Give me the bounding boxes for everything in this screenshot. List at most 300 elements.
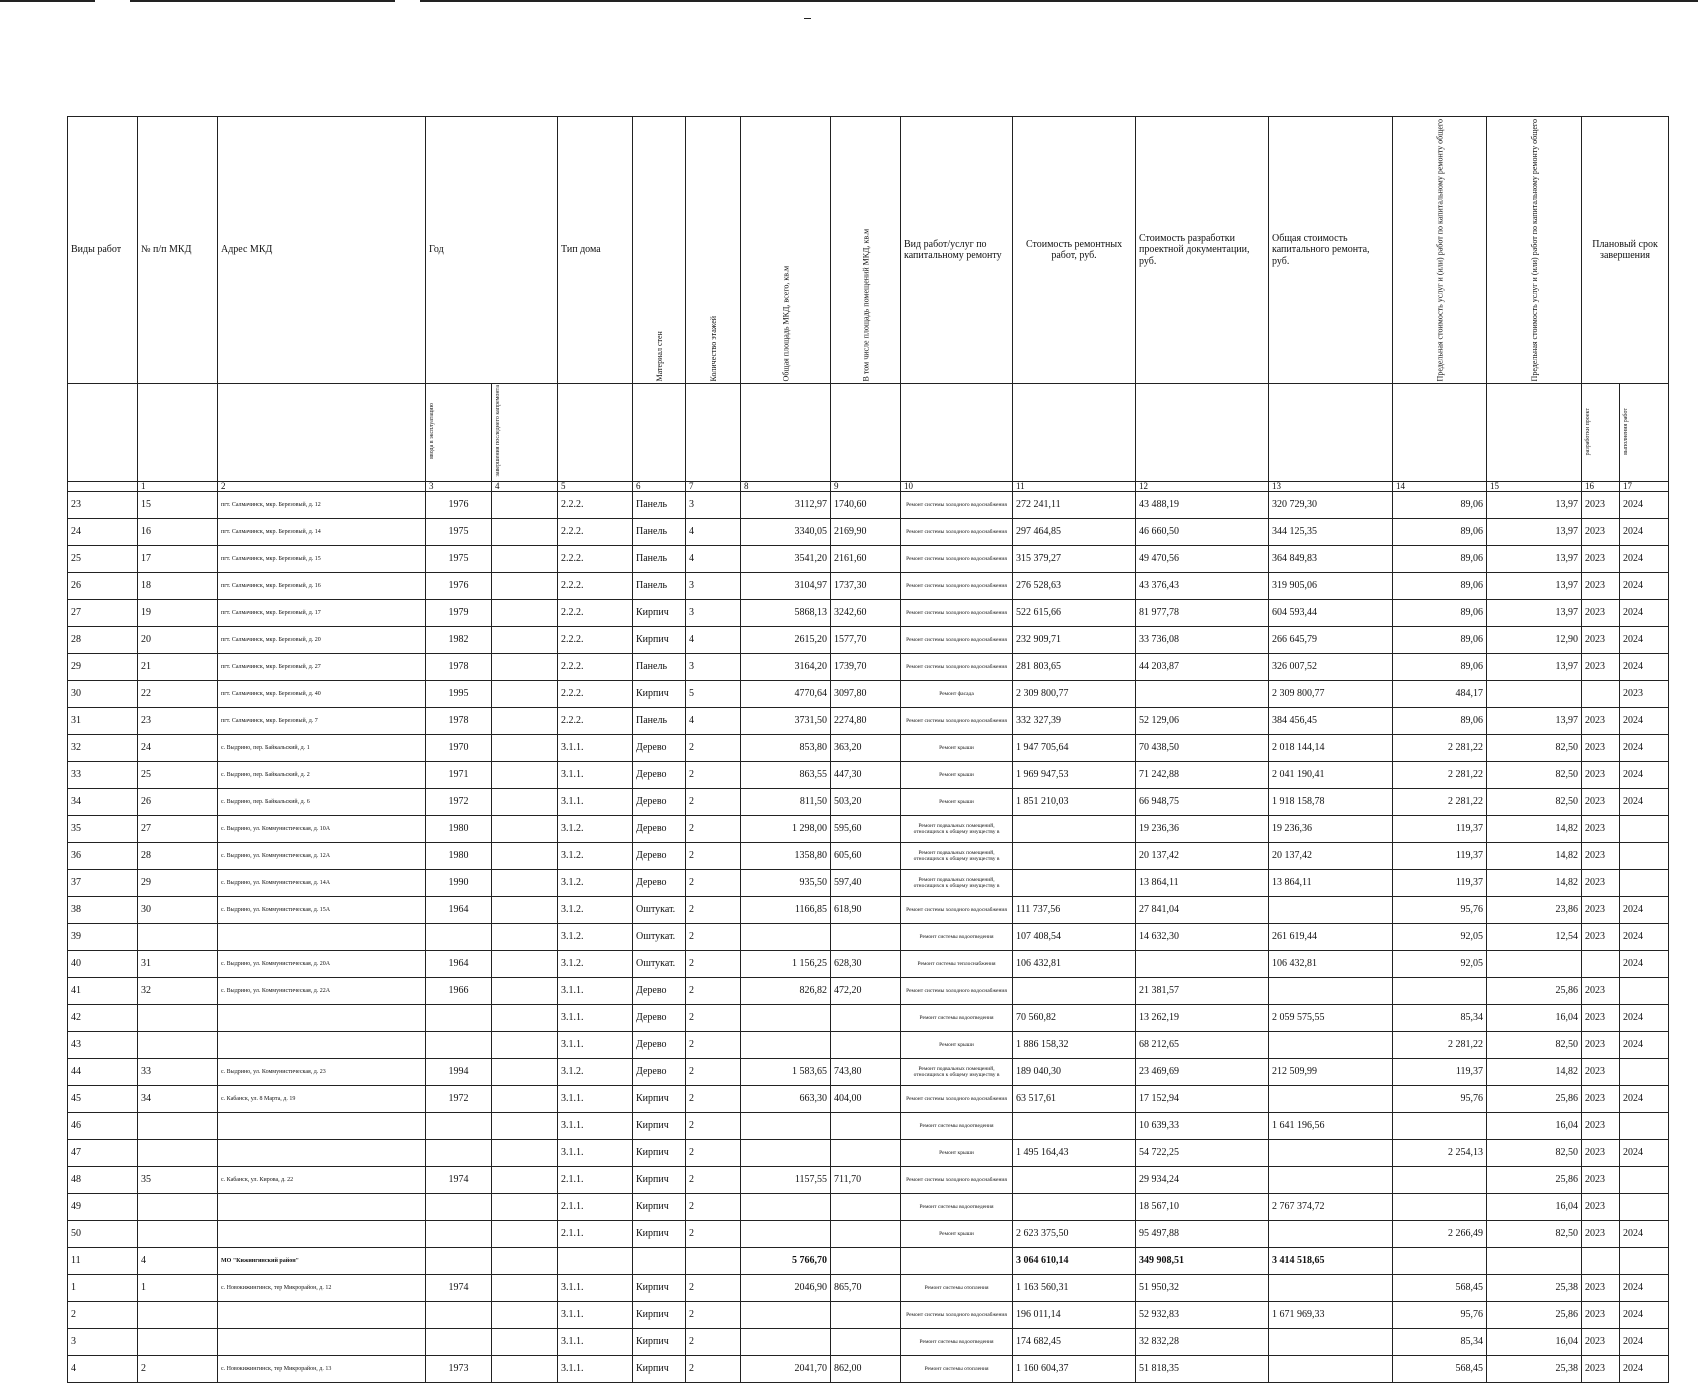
area-total-cell: 811,50: [741, 788, 831, 815]
year-last-cell: [492, 815, 558, 842]
area-total-cell: [741, 1031, 831, 1058]
area-total-cell: 3541,20: [741, 545, 831, 572]
work-type-cell: Ремонт подвальных помещений, относящихся к общему имуществу в: [901, 1058, 1013, 1085]
address-cell: с. Выдрино, пер. Байкальский, д. 6: [218, 788, 426, 815]
floors-cell: 2: [686, 1166, 741, 1193]
table-row: [68, 1058, 1669, 1085]
row-number: 46: [68, 1112, 138, 1139]
area-total-cell: [741, 1004, 831, 1031]
plan-design-cell: 2023: [1582, 1274, 1620, 1301]
mkd-number: 1: [138, 1274, 218, 1301]
limit-1-cell: [1393, 1193, 1487, 1220]
year-last-cell: [492, 1166, 558, 1193]
row-number: 33: [68, 761, 138, 788]
mkd-number: 35: [138, 1166, 218, 1193]
table-row: [68, 788, 1669, 815]
area-inc-cell: 628,30: [831, 950, 901, 977]
mkd-number: 17: [138, 545, 218, 572]
address-cell: пгт. Салмачинск, мкр. Березовый, д. 16: [218, 572, 426, 599]
area-total-cell: 3112,97: [741, 491, 831, 518]
area-total-cell: 826,82: [741, 977, 831, 1004]
area-inc-cell: [831, 1004, 901, 1031]
work-type-cell: Ремонт крыши: [901, 734, 1013, 761]
material-cell: Дерево: [633, 1004, 686, 1031]
capital-repair-table: [67, 116, 1669, 1383]
cost-repair-cell: 196 011,14: [1013, 1301, 1136, 1328]
floors-cell: 4: [686, 626, 741, 653]
area-inc-cell: 503,20: [831, 788, 901, 815]
cost-repair-cell: [1013, 1193, 1136, 1220]
table-row: [68, 653, 1669, 680]
limit-1-cell: 92,05: [1393, 923, 1487, 950]
header-cost-design: Стоимость разработки проектной документации, руб.: [1136, 117, 1269, 384]
cost-design-cell: 51 818,35: [1136, 1355, 1269, 1382]
mkd-number: [138, 1220, 218, 1247]
house-type-cell: 3.1.2.: [558, 923, 633, 950]
address-cell: с. Выдрино, ул. Коммунистическая, д. 10А: [218, 815, 426, 842]
area-total-cell: 2615,20: [741, 626, 831, 653]
header-vid-rabot: Виды работ: [68, 117, 138, 384]
address-cell: пгт. Салмачинск, мкр. Березовый, д. 7: [218, 707, 426, 734]
address-cell: с. Кабанск, ул. 8 Марта, д. 19: [218, 1085, 426, 1112]
material-cell: Дерево: [633, 842, 686, 869]
area-total-cell: 3164,20: [741, 653, 831, 680]
cost-total-cell: 2 767 374,72: [1269, 1193, 1393, 1220]
area-total-cell: 853,80: [741, 734, 831, 761]
plan-works-cell: 2024: [1620, 1274, 1669, 1301]
limit-2-cell: 25,86: [1487, 1301, 1582, 1328]
work-type-cell: Ремонт системы холодного водоснабжения: [901, 572, 1013, 599]
area-inc-cell: 862,00: [831, 1355, 901, 1382]
work-type-cell: Ремонт подвальных помещений, относящихся к общему имуществу в: [901, 842, 1013, 869]
cost-design-cell: 54 722,25: [1136, 1139, 1269, 1166]
row-number: 28: [68, 626, 138, 653]
house-type-cell: 2.2.2.: [558, 707, 633, 734]
year-build-cell: [426, 923, 492, 950]
limit-1-cell: 89,06: [1393, 626, 1487, 653]
header-plan-design: разработки проект: [1582, 384, 1620, 481]
house-type-cell: 3.1.1.: [558, 977, 633, 1004]
table-row: [68, 707, 1669, 734]
table-row: [68, 599, 1669, 626]
cost-repair-cell: 111 737,56: [1013, 896, 1136, 923]
house-type-cell: 3.1.2.: [558, 842, 633, 869]
plan-design-cell: 2023: [1582, 1355, 1620, 1382]
limit-1-cell: 119,37: [1393, 1058, 1487, 1085]
year-build-cell: [426, 1031, 492, 1058]
year-build-cell: 1978: [426, 707, 492, 734]
cost-repair-cell: 3 064 610,14: [1013, 1247, 1136, 1274]
house-type-cell: 3.1.2.: [558, 950, 633, 977]
cost-design-cell: 52 932,83: [1136, 1301, 1269, 1328]
col-number: 15: [1487, 481, 1582, 491]
house-type-cell: 2.2.2.: [558, 599, 633, 626]
address-cell: с. Новокижингинск, тер Микрорайон, д. 13: [218, 1355, 426, 1382]
address-cell: с. Выдрино, пер. Байкальский, д. 2: [218, 761, 426, 788]
limit-1-cell: 95,76: [1393, 896, 1487, 923]
floors-cell: 2: [686, 1058, 741, 1085]
mkd-number: [138, 923, 218, 950]
col-number: 6: [633, 481, 686, 491]
plan-design-cell: 2023: [1582, 626, 1620, 653]
work-type-cell: Ремонт системы холодного водоснабжения: [901, 545, 1013, 572]
cost-repair-cell: [1013, 1166, 1136, 1193]
cost-repair-cell: 1 160 604,37: [1013, 1355, 1136, 1382]
house-type-cell: 3.1.1.: [558, 1004, 633, 1031]
material-cell: Дерево: [633, 977, 686, 1004]
cost-total-cell: 106 432,81: [1269, 950, 1393, 977]
mkd-number: 28: [138, 842, 218, 869]
mkd-number: [138, 1193, 218, 1220]
row-number: 31: [68, 707, 138, 734]
mkd-number: 15: [138, 491, 218, 518]
year-build-cell: 1976: [426, 491, 492, 518]
address-cell: [218, 1220, 426, 1247]
plan-works-cell: [1620, 869, 1669, 896]
area-inc-cell: 865,70: [831, 1274, 901, 1301]
row-number: 11: [68, 1247, 138, 1274]
plan-design-cell: 2023: [1582, 1328, 1620, 1355]
house-type-cell: 3.1.1.: [558, 1274, 633, 1301]
house-type-cell: 3.1.1.: [558, 1301, 633, 1328]
floors-cell: 2: [686, 1193, 741, 1220]
plan-works-cell: [1620, 977, 1669, 1004]
area-inc-cell: 1577,70: [831, 626, 901, 653]
cost-design-cell: 21 381,57: [1136, 977, 1269, 1004]
scan-edge-mid: [130, 0, 395, 2]
col-number: 16: [1582, 481, 1620, 491]
limit-1-cell: 95,76: [1393, 1301, 1487, 1328]
limit-1-cell: 2 281,22: [1393, 788, 1487, 815]
floors-cell: 4: [686, 545, 741, 572]
scan-edge-left: [0, 0, 95, 2]
cost-repair-cell: [1013, 1112, 1136, 1139]
table-row: [68, 923, 1669, 950]
cost-total-cell: [1269, 896, 1393, 923]
limit-1-cell: 2 281,22: [1393, 761, 1487, 788]
house-type-cell: 3.1.1.: [558, 788, 633, 815]
cost-total-cell: 344 125,35: [1269, 518, 1393, 545]
row-number: 43: [68, 1031, 138, 1058]
address-cell: [218, 1112, 426, 1139]
area-total-cell: [741, 1193, 831, 1220]
house-type-cell: 3.1.1.: [558, 1112, 633, 1139]
material-cell: Дерево: [633, 761, 686, 788]
limit-1-cell: 92,05: [1393, 950, 1487, 977]
house-type-cell: 2.2.2.: [558, 572, 633, 599]
plan-works-cell: 2024: [1620, 545, 1669, 572]
year-build-cell: 1970: [426, 734, 492, 761]
limit-2-cell: 82,50: [1487, 1031, 1582, 1058]
header-floors: Количество этажей: [686, 117, 741, 384]
work-type-cell: Ремонт системы холодного водоснабжения: [901, 653, 1013, 680]
floors-cell: 2: [686, 977, 741, 1004]
col-number: 11: [1013, 481, 1136, 491]
plan-works-cell: [1620, 1247, 1669, 1274]
work-type-cell: Ремонт крыши: [901, 761, 1013, 788]
plan-works-cell: [1620, 1112, 1669, 1139]
address-cell: [218, 1031, 426, 1058]
limit-2-cell: 82,50: [1487, 761, 1582, 788]
row-number: 47: [68, 1139, 138, 1166]
limit-2-cell: 12,54: [1487, 923, 1582, 950]
house-type-cell: 2.1.1.: [558, 1166, 633, 1193]
material-cell: Дерево: [633, 1058, 686, 1085]
address-cell: [218, 1004, 426, 1031]
cost-repair-cell: [1013, 869, 1136, 896]
cost-design-cell: 18 567,10: [1136, 1193, 1269, 1220]
house-type-cell: 3.1.1.: [558, 1355, 633, 1382]
row-number: 27: [68, 599, 138, 626]
limit-2-cell: 16,04: [1487, 1004, 1582, 1031]
cost-total-cell: 13 864,11: [1269, 869, 1393, 896]
area-total-cell: 2046,90: [741, 1274, 831, 1301]
year-build-cell: 1980: [426, 842, 492, 869]
floors-cell: 2: [686, 1328, 741, 1355]
year-last-cell: [492, 1274, 558, 1301]
year-build-cell: 1974: [426, 1274, 492, 1301]
plan-works-cell: 2023: [1620, 680, 1669, 707]
material-cell: Кирпич: [633, 1085, 686, 1112]
address-cell: пгт. Салмачинск, мкр. Березовый, д. 27: [218, 653, 426, 680]
header-work-type: Вид работ/услуг по капитальному ремонту: [901, 117, 1013, 384]
year-build-cell: 1973: [426, 1355, 492, 1382]
plan-works-cell: 2024: [1620, 707, 1669, 734]
plan-design-cell: 2023: [1582, 1301, 1620, 1328]
material-cell: Кирпич: [633, 1220, 686, 1247]
year-build-cell: [426, 1193, 492, 1220]
area-total-cell: 1358,80: [741, 842, 831, 869]
address-cell: [218, 1301, 426, 1328]
limit-1-cell: 85,34: [1393, 1004, 1487, 1031]
limit-2-cell: 13,97: [1487, 707, 1582, 734]
row-number: 37: [68, 869, 138, 896]
cost-design-cell: 95 497,88: [1136, 1220, 1269, 1247]
year-last-cell: [492, 761, 558, 788]
scan-edge-right: [420, 0, 1698, 2]
floors-cell: 2: [686, 1004, 741, 1031]
mkd-number: [138, 1031, 218, 1058]
table-row: [68, 1193, 1669, 1220]
mkd-number: 19: [138, 599, 218, 626]
cost-design-cell: 32 832,28: [1136, 1328, 1269, 1355]
row-number: 23: [68, 491, 138, 518]
cost-total-cell: 2 059 575,55: [1269, 1004, 1393, 1031]
floors-cell: 2: [686, 788, 741, 815]
floors-cell: 2: [686, 1355, 741, 1382]
limit-1-cell: 119,37: [1393, 869, 1487, 896]
year-last-cell: [492, 1247, 558, 1274]
cost-total-cell: 320 729,30: [1269, 491, 1393, 518]
table-row: [68, 815, 1669, 842]
mkd-number: 2: [138, 1355, 218, 1382]
col-number: 9: [831, 481, 901, 491]
cost-design-cell: 81 977,78: [1136, 599, 1269, 626]
header-god: Год: [426, 117, 558, 384]
material-cell: Кирпич: [633, 599, 686, 626]
area-total-cell: 3731,50: [741, 707, 831, 734]
cost-repair-cell: 189 040,30: [1013, 1058, 1136, 1085]
plan-works-cell: 2024: [1620, 1355, 1669, 1382]
floors-cell: 2: [686, 950, 741, 977]
area-inc-cell: [831, 1112, 901, 1139]
cost-design-cell: 17 152,94: [1136, 1085, 1269, 1112]
cost-total-cell: 266 645,79: [1269, 626, 1393, 653]
table-row: [68, 1220, 1669, 1247]
address-cell: с. Выдрино, ул. Коммунистическая, д. 22А: [218, 977, 426, 1004]
work-type-cell: Ремонт системы холодного водоснабжения: [901, 626, 1013, 653]
mkd-number: 29: [138, 869, 218, 896]
col-number: 10: [901, 481, 1013, 491]
area-inc-cell: 447,30: [831, 761, 901, 788]
house-type-cell: 2.2.2.: [558, 680, 633, 707]
limit-2-cell: 82,50: [1487, 1139, 1582, 1166]
work-type-cell: Ремонт системы водоотведения: [901, 1193, 1013, 1220]
area-inc-cell: [831, 1193, 901, 1220]
limit-2-cell: 25,38: [1487, 1274, 1582, 1301]
year-build-cell: 1975: [426, 518, 492, 545]
cost-design-cell: 349 908,51: [1136, 1247, 1269, 1274]
table-row: [68, 1139, 1669, 1166]
plan-design-cell: 2023: [1582, 1220, 1620, 1247]
year-build-cell: [426, 1139, 492, 1166]
year-build-cell: 1995: [426, 680, 492, 707]
plan-design-cell: 2023: [1582, 1112, 1620, 1139]
cost-design-cell: 68 212,65: [1136, 1031, 1269, 1058]
header-address: Адрес МКД: [218, 117, 426, 384]
table-row: [68, 1274, 1669, 1301]
mkd-number: 20: [138, 626, 218, 653]
cost-repair-cell: 1 163 560,31: [1013, 1274, 1136, 1301]
plan-works-cell: 2024: [1620, 1139, 1669, 1166]
work-type-cell: Ремонт системы отопления: [901, 1274, 1013, 1301]
work-type-cell: Ремонт системы водоотведения: [901, 1328, 1013, 1355]
work-type-cell: [901, 1247, 1013, 1274]
cost-design-cell: 20 137,42: [1136, 842, 1269, 869]
year-build-cell: 1975: [426, 545, 492, 572]
plan-works-cell: [1620, 1166, 1669, 1193]
limit-2-cell: 16,04: [1487, 1328, 1582, 1355]
area-inc-cell: 595,60: [831, 815, 901, 842]
limit-1-cell: 119,37: [1393, 842, 1487, 869]
floors-cell: 2: [686, 815, 741, 842]
cost-total-cell: 326 007,52: [1269, 653, 1393, 680]
year-last-cell: [492, 1193, 558, 1220]
header-area-inc: В том числе площадь помещений МКД, кв.м: [831, 117, 901, 384]
area-total-cell: 1 298,00: [741, 815, 831, 842]
house-type-cell: 3.1.2.: [558, 1058, 633, 1085]
cost-total-cell: 364 849,83: [1269, 545, 1393, 572]
plan-works-cell: 2024: [1620, 896, 1669, 923]
plan-design-cell: 2023: [1582, 869, 1620, 896]
material-cell: Дерево: [633, 869, 686, 896]
cost-total-cell: 19 236,36: [1269, 815, 1393, 842]
address-cell: с. Выдрино, ул. Коммунистическая, д. 20А: [218, 950, 426, 977]
cost-design-cell: 33 736,08: [1136, 626, 1269, 653]
limit-2-cell: 25,38: [1487, 1355, 1582, 1382]
plan-design-cell: 2023: [1582, 1004, 1620, 1031]
plan-design-cell: 2023: [1582, 653, 1620, 680]
area-total-cell: 663,30: [741, 1085, 831, 1112]
limit-1-cell: [1393, 1247, 1487, 1274]
row-number: 44: [68, 1058, 138, 1085]
plan-works-cell: 2024: [1620, 950, 1669, 977]
cost-total-cell: 20 137,42: [1269, 842, 1393, 869]
year-last-cell: [492, 518, 558, 545]
cost-repair-cell: [1013, 842, 1136, 869]
plan-works-cell: 2024: [1620, 1004, 1669, 1031]
cost-design-cell: 71 242,88: [1136, 761, 1269, 788]
col-number: 7: [686, 481, 741, 491]
cost-repair-cell: 106 432,81: [1013, 950, 1136, 977]
area-total-cell: 1157,55: [741, 1166, 831, 1193]
plan-design-cell: 2023: [1582, 599, 1620, 626]
plan-works-cell: [1620, 842, 1669, 869]
area-total-cell: 5868,13: [741, 599, 831, 626]
house-type-cell: 2.2.2.: [558, 653, 633, 680]
plan-design-cell: 2023: [1582, 788, 1620, 815]
address-cell: с. Выдрино, пер. Байкальский, д. 1: [218, 734, 426, 761]
work-type-cell: Ремонт крыши: [901, 1031, 1013, 1058]
cost-repair-cell: [1013, 815, 1136, 842]
plan-works-cell: 2024: [1620, 599, 1669, 626]
area-total-cell: 4770,64: [741, 680, 831, 707]
area-inc-cell: 597,40: [831, 869, 901, 896]
cost-total-cell: 261 619,44: [1269, 923, 1393, 950]
cost-repair-cell: 1 851 210,03: [1013, 788, 1136, 815]
year-build-cell: 1972: [426, 788, 492, 815]
cost-repair-cell: [1013, 977, 1136, 1004]
material-cell: Панель: [633, 491, 686, 518]
table-row: [68, 977, 1669, 1004]
row-number: 50: [68, 1220, 138, 1247]
address-cell: [218, 1139, 426, 1166]
limit-1-cell: 89,06: [1393, 707, 1487, 734]
row-number: 34: [68, 788, 138, 815]
year-build-cell: 1971: [426, 761, 492, 788]
limit-1-cell: [1393, 977, 1487, 1004]
area-total-cell: 935,50: [741, 869, 831, 896]
row-number: 25: [68, 545, 138, 572]
plan-design-cell: 2023: [1582, 1139, 1620, 1166]
cost-design-cell: 66 948,75: [1136, 788, 1269, 815]
table-row: [68, 1328, 1669, 1355]
limit-2-cell: 14,82: [1487, 1058, 1582, 1085]
limit-1-cell: 119,37: [1393, 815, 1487, 842]
plan-works-cell: 2024: [1620, 734, 1669, 761]
col-number: 3: [426, 481, 492, 491]
floors-cell: 2: [686, 734, 741, 761]
area-inc-cell: 605,60: [831, 842, 901, 869]
plan-design-cell: 2023: [1582, 1058, 1620, 1085]
cost-repair-cell: 174 682,45: [1013, 1328, 1136, 1355]
year-last-cell: [492, 977, 558, 1004]
cost-design-cell: 70 438,50: [1136, 734, 1269, 761]
area-inc-cell: 363,20: [831, 734, 901, 761]
area-total-cell: [741, 1112, 831, 1139]
row-number: 24: [68, 518, 138, 545]
row-number: 42: [68, 1004, 138, 1031]
limit-2-cell: [1487, 950, 1582, 977]
cost-design-cell: 23 469,69: [1136, 1058, 1269, 1085]
plan-design-cell: 2023: [1582, 977, 1620, 1004]
cost-total-cell: 384 456,45: [1269, 707, 1393, 734]
header-year-build: ввода в эксплуатацию: [426, 384, 492, 481]
limit-2-cell: 16,04: [1487, 1193, 1582, 1220]
work-type-cell: Ремонт крыши: [901, 1220, 1013, 1247]
area-total-cell: 1 156,25: [741, 950, 831, 977]
limit-2-cell: 12,90: [1487, 626, 1582, 653]
